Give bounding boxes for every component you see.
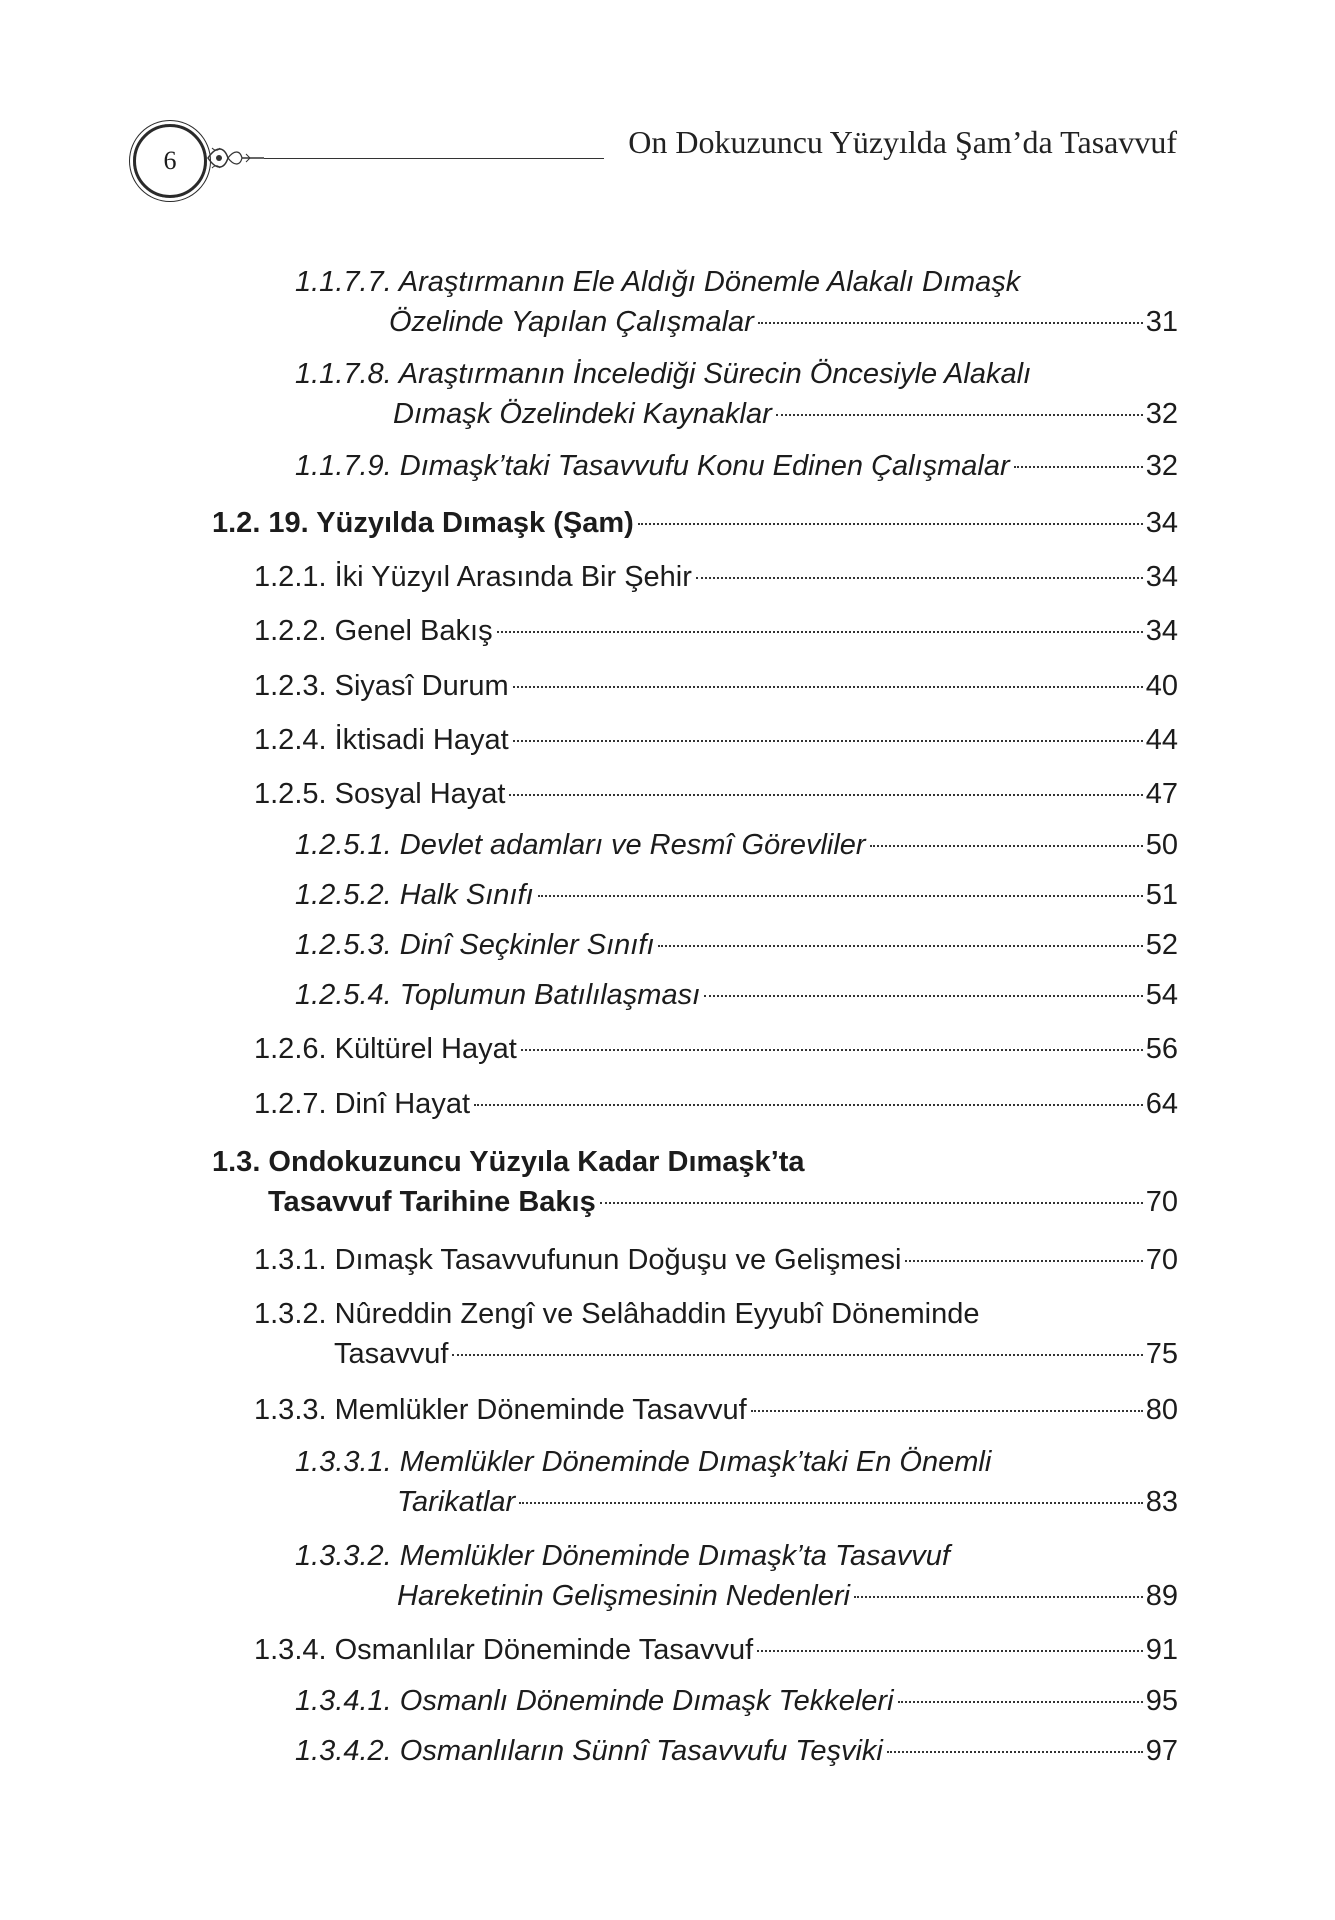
toc-page-number: 97 [1145, 1735, 1178, 1767]
toc-entry [295, 875, 1178, 915]
toc-page-number: 50 [1145, 829, 1178, 861]
dot-leader [776, 414, 1143, 416]
toc-entry-title-line: 1.2.5. Sosyal Hayat [254, 778, 506, 810]
toc-entry-title-line: 1.2.1. İki Yüzyıl Arasında Bir Şehir [254, 561, 692, 593]
page-header [0, 0, 1335, 220]
dot-leader [758, 322, 1143, 324]
toc-entry-title-line: 1.3.1. Dımaşk Tasavvufunun Doğuşu ve Gelişmesi [254, 1244, 902, 1276]
toc-entry [295, 1442, 1178, 1522]
toc-entry-title-line: 1.3.3.1. Memlükler Döneminde Dımaşk’taki En Önemli [295, 1446, 992, 1478]
dot-leader [600, 1202, 1143, 1204]
toc-page-number: 75 [1145, 1338, 1178, 1370]
dot-leader [854, 1596, 1143, 1598]
toc-page-number: 31 [1145, 306, 1178, 338]
dot-leader [538, 895, 1143, 897]
toc-entry-title-line: Tasavvuf Tarihine Bakış [268, 1186, 596, 1218]
toc-entry [254, 720, 1178, 760]
dot-leader [898, 1701, 1143, 1703]
toc-entry [295, 446, 1178, 486]
dot-leader [870, 845, 1143, 847]
toc-entry-title-line: 1.2. 19. Yüzyılda Dımaşk (Şam) [212, 507, 634, 539]
toc-entry [254, 774, 1178, 814]
dot-leader [509, 794, 1142, 796]
toc-entry [295, 825, 1178, 865]
dot-leader [696, 577, 1143, 579]
toc-entry-title-line: 1.2.5.2. Halk Sınıfı [295, 879, 534, 911]
toc-page-number: 54 [1145, 979, 1178, 1011]
dot-leader [751, 1410, 1143, 1412]
toc-entry [295, 1731, 1178, 1771]
toc-entry [254, 557, 1178, 597]
toc-entry [254, 1390, 1178, 1430]
toc-page-number: 34 [1145, 615, 1178, 647]
toc-page-number: 70 [1145, 1244, 1178, 1276]
dot-leader [497, 631, 1143, 633]
toc-page-number: 70 [1145, 1186, 1178, 1218]
dot-leader [638, 523, 1143, 525]
toc-entry [295, 925, 1178, 965]
toc-entry-title-line: 1.3.3. Memlükler Döneminde Tasavvuf [254, 1394, 747, 1426]
dot-leader [452, 1354, 1142, 1356]
dot-leader [704, 995, 1143, 997]
toc-entry-title-line: 1.1.7.7. Araştırmanın Ele Aldığı Dönemle Alakalı Dımaşk [295, 266, 1021, 298]
dot-leader [474, 1104, 1143, 1106]
toc-page-number: 32 [1145, 450, 1178, 482]
toc-entry [295, 262, 1178, 342]
toc-entry [254, 1294, 1178, 1374]
toc-entry [295, 1681, 1178, 1721]
dot-leader [757, 1650, 1143, 1652]
toc-entry [295, 975, 1178, 1015]
page-number-badge [133, 124, 207, 198]
toc-entry [254, 1630, 1178, 1670]
toc-entry [212, 503, 1178, 543]
toc-entry [254, 611, 1178, 651]
toc-page-number: 52 [1145, 929, 1178, 961]
dot-leader [1014, 466, 1143, 468]
floral-ornament-icon [206, 140, 266, 176]
toc-entry [212, 1142, 1178, 1222]
toc-entry-title-line: Tarikatlar [397, 1486, 516, 1518]
page-number: 6 [163, 146, 177, 175]
dot-leader [905, 1260, 1142, 1262]
toc-entry-title-line: 1.1.7.8. Araştırmanın İncelediği Sürecin Öncesiyle Alakalı [295, 358, 1032, 390]
toc-page-number: 80 [1145, 1394, 1178, 1426]
toc-entry-title-line: 1.2.6. Kültürel Hayat [254, 1033, 517, 1065]
toc-entry-title-line: 1.2.5.1. Devlet adamları ve Resmî Görevliler [295, 829, 866, 861]
toc-entry-title-line: 1.2.5.3. Dinî Seçkinler Sınıfı [295, 929, 655, 961]
toc-page-number: 89 [1145, 1580, 1178, 1612]
toc-entry-title-line: Özelinde Yapılan Çalışmalar [389, 306, 754, 338]
dot-leader [887, 1751, 1143, 1753]
toc-entry [254, 1029, 1178, 1069]
toc-page-number: 47 [1145, 778, 1178, 810]
toc-page-number: 91 [1145, 1634, 1178, 1666]
toc-page-number: 34 [1145, 561, 1178, 593]
toc-entry-title-line: 1.3.4.1. Osmanlı Döneminde Dımaşk Tekkeleri [295, 1685, 894, 1717]
toc-entry-title-line: 1.3.2. Nûreddin Zengî ve Selâhaddin Eyyubî Döneminde [254, 1298, 980, 1330]
toc-entry [254, 1084, 1178, 1124]
toc-entry-title-line: 1.2.4. İktisadi Hayat [254, 724, 509, 756]
toc-page-number: 34 [1145, 507, 1178, 539]
toc-entry-title-line: 1.3.4. Osmanlılar Döneminde Tasavvuf [254, 1634, 754, 1666]
toc-entry [295, 1536, 1178, 1616]
toc-entry-title-line: 1.2.3. Siyasî Durum [254, 670, 509, 702]
dot-leader [519, 1502, 1143, 1504]
toc-page-number: 40 [1145, 670, 1178, 702]
dot-leader [513, 686, 1143, 688]
toc-entry [254, 666, 1178, 706]
toc-page-number: 56 [1145, 1033, 1178, 1065]
toc-entry-title-line: 1.2.5.4. Toplumun Batılılaşması [295, 979, 701, 1011]
toc-page-number: 64 [1145, 1088, 1178, 1120]
running-title: On Dokuzuncu Yüzyılda Şam’da Tasavvuf [628, 124, 1177, 160]
toc-entry-title-line: 1.3. Ondokuzuncu Yüzyıla Kadar Dımaşk’ta [212, 1146, 805, 1178]
toc-page-number: 32 [1145, 398, 1178, 430]
toc-page-number: 83 [1145, 1486, 1178, 1518]
toc-entry [254, 1240, 1178, 1280]
header-rule [264, 158, 604, 159]
dot-leader [521, 1049, 1143, 1051]
toc-page-number: 51 [1145, 879, 1178, 911]
toc-entry-title-line: 1.3.4.2. Osmanlıların Sünnî Tasavvufu Teşviki [295, 1735, 883, 1767]
toc-entry-title-line: 1.2.2. Genel Bakış [254, 615, 493, 647]
dot-leader [513, 740, 1143, 742]
toc-page-number: 44 [1145, 724, 1178, 756]
toc-entry-title-line: 1.3.3.2. Memlükler Döneminde Dımaşk’ta Tasavvuf [295, 1540, 950, 1572]
toc-entry-title-line: 1.1.7.9. Dımaşk’taki Tasavvufu Konu Edinen Çalışmalar [295, 450, 1010, 482]
dot-leader [658, 945, 1142, 947]
toc-page-number: 95 [1145, 1685, 1178, 1717]
toc-entry-title-line: Hareketinin Gelişmesinin Nedenleri [397, 1580, 850, 1612]
toc-entry [295, 354, 1178, 434]
toc-entry-title-line: 1.2.7. Dinî Hayat [254, 1088, 470, 1120]
toc-entry-title-line: Tasavvuf [334, 1338, 449, 1370]
toc-entry-title-line: Dımaşk Özelindeki Kaynaklar [393, 398, 772, 430]
